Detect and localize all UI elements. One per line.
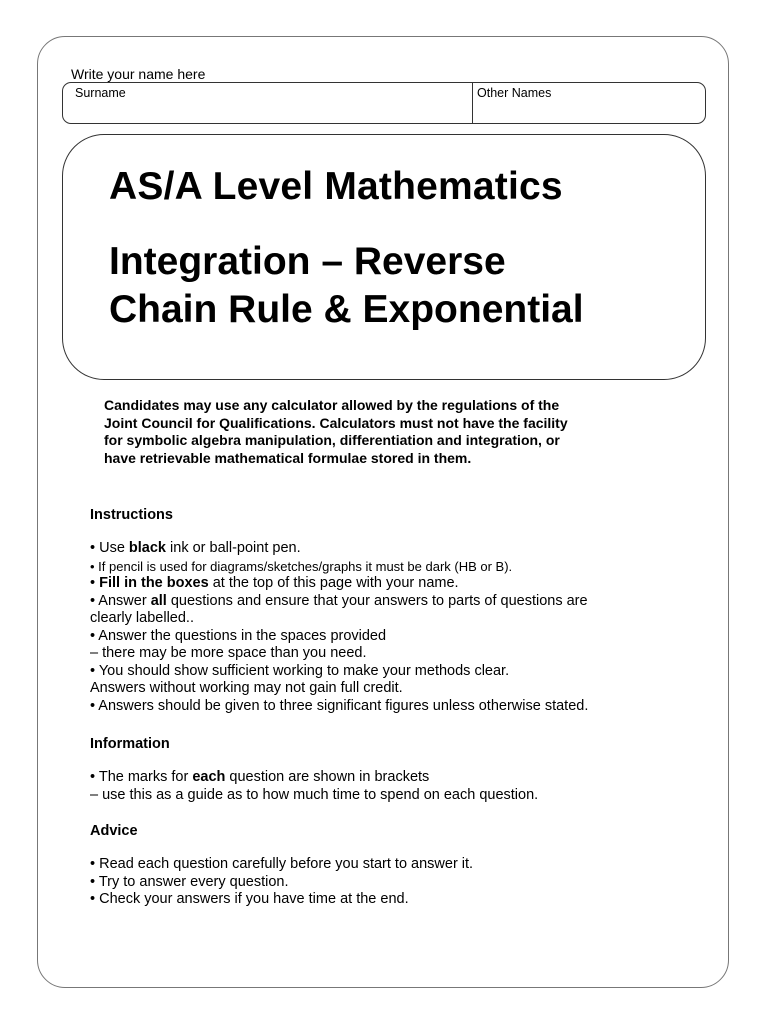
title-box bbox=[62, 134, 706, 380]
calculator-notice-line: Candidates may use any calculator allowed by the regulations of the bbox=[104, 397, 560, 413]
advice-item: • Try to answer every question. bbox=[90, 873, 289, 890]
advice-heading: Advice bbox=[90, 823, 138, 839]
information-item: – use this as a guide as to how much time to spend on each question. bbox=[90, 786, 539, 803]
advice-list bbox=[90, 856, 710, 909]
instruction-item bbox=[90, 540, 710, 558]
topic-title-line-2: Chain Rule & Exponential bbox=[109, 288, 584, 331]
information-text: • The marks for bbox=[90, 769, 193, 785]
instruction-item: • If pencil is used for diagrams/sketches/graphs it must be dark (HB or B). bbox=[90, 558, 513, 574]
information-text: question are shown in brackets bbox=[225, 769, 430, 785]
calculator-notice bbox=[104, 397, 684, 467]
information-list bbox=[90, 769, 710, 804]
surname-field[interactable]: Surname bbox=[75, 86, 126, 100]
instruction-item: • You should show sufficient working to make your methods clear. bbox=[90, 662, 510, 679]
instruction-item: • Answers should be given to three significant figures unless otherwise stated. bbox=[90, 697, 589, 714]
instruction-item: • Answer the questions in the spaces provided bbox=[90, 627, 387, 644]
topic-title bbox=[109, 238, 699, 334]
information-item bbox=[90, 769, 710, 787]
instructions-heading: Instructions bbox=[90, 507, 173, 523]
page-title: AS/A Level Mathematics bbox=[109, 165, 563, 208]
instruction-item bbox=[90, 593, 710, 611]
name-prompt: Write your name here bbox=[71, 66, 206, 82]
advice-item: • Read each question carefully before you start to answer it. bbox=[90, 856, 474, 872]
instruction-text: • bbox=[90, 575, 100, 591]
information-emphasis: each bbox=[192, 769, 226, 785]
calculator-notice-line: have retrievable mathematical formulae stored in them. bbox=[104, 449, 472, 466]
instruction-text: • Use bbox=[90, 540, 129, 556]
other-names-field[interactable]: Other Names bbox=[477, 86, 552, 100]
instructions-list bbox=[90, 540, 710, 715]
calculator-notice-line: Joint Council for Qualifications. Calculators must not have the facility bbox=[104, 414, 568, 431]
advice-item: • Check your answers if you have time at the end. bbox=[90, 891, 409, 907]
instruction-text: • Answer bbox=[90, 592, 151, 609]
instruction-item: clearly labelled.. bbox=[90, 610, 194, 626]
information-section bbox=[90, 736, 710, 804]
instruction-text: questions and ensure that your answers to parts of questions are bbox=[166, 592, 588, 609]
instruction-item bbox=[90, 575, 710, 593]
instruction-emphasis: Fill in the boxes bbox=[99, 575, 209, 591]
instruction-emphasis: all bbox=[150, 592, 167, 609]
name-fields-box bbox=[62, 82, 706, 124]
instruction-item: Answers without working may not gain full credit. bbox=[90, 680, 403, 696]
topic-title-line-1: Integration – Reverse bbox=[109, 240, 506, 283]
calculator-notice-line: for symbolic algebra manipulation, differentiation and integration, or bbox=[104, 432, 560, 448]
instruction-emphasis: black bbox=[128, 540, 167, 556]
information-heading: Information bbox=[90, 736, 170, 752]
instruction-text: ink or ball-point pen. bbox=[166, 540, 301, 556]
name-field-divider bbox=[472, 83, 473, 123]
advice-section bbox=[90, 823, 710, 909]
instruction-text: at the top of this page with your name. bbox=[208, 575, 459, 591]
instructions-section bbox=[90, 507, 710, 715]
instruction-item: – there may be more space than you need. bbox=[90, 645, 367, 661]
